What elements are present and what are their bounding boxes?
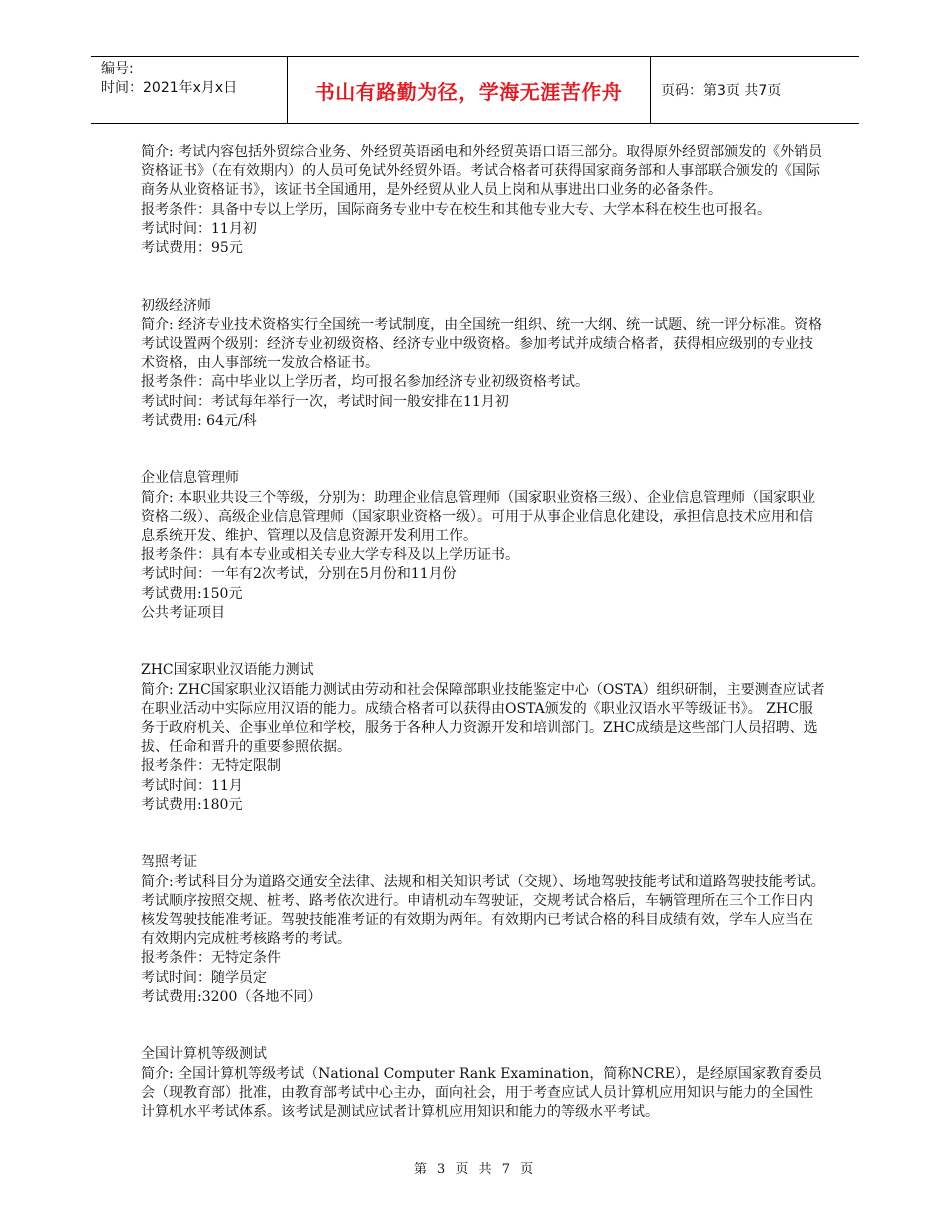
section-line: 初级经济师 <box>141 297 211 314</box>
header-meta <box>101 60 286 98</box>
section-line: 考试时间：随学员定 <box>141 969 267 986</box>
header-page-info: 页码：第3页 共7页 <box>661 83 782 99</box>
section-line: 简介: ZHC国家职业汉语能力测试由劳动和社会保障部职业技能鉴定中心（OSTA）组织研制，主要测查应试者在职业活动中实际应用汉语的能力。成绩合格者可以获得由OSTA颁发的《职业汉语水平等级证书》。 ZHC服务于政府机关、企事业单位和学校，服务于各种人力资源开发和培训部门。ZHC成绩是这些部门人员招聘、选拔、任命和晋升的重要参照依据。 <box>141 681 825 756</box>
section-line: 报考条件：无特定限制 <box>141 758 281 775</box>
section-line: 全国计算机等级测试 <box>141 1046 267 1063</box>
page-footer: 第 3 页 共 7 页 <box>413 1162 537 1177</box>
section-line: 报考条件：具有本专业或相关专业大学专科及以上学历证书。 <box>141 547 519 564</box>
exam-section <box>141 853 825 1007</box>
section-line: 简介: 全国计算机等级考试（National Computer Rank Examination，简称NCRE），是经原国家教育委员会（现教育部）批准，由教育部考试中心主办，面向社会，用于考查应试人员计算机应用知识与能力的全国性计算机水平考试体系。该考试是测试应试者计算机应用知识和能力的等级水平考试。 <box>141 1065 823 1121</box>
section-line: 简介:考试科目分为道路交通安全法律、法规和相关知识考试（交规）、场地驾驶技能考试和道路驾驶技能考试。考试顺序按照交规、桩考、路考依次进行。申请机动车驾驶证，交规考试合格后，车辆管理所在三个工作日内核发驾驶技能准考证。驾驶技能准考证的有效期为两年。有效期内已考试合格的科目成绩有效，学车人应当在有效期内完成桩考核路考的考试。 <box>141 873 825 948</box>
page-header <box>91 56 859 124</box>
section-line: 考试时间：11月初 <box>141 220 257 237</box>
exam-section <box>141 297 825 431</box>
exam-section <box>141 1045 825 1122</box>
header-motto: 书山有路勤为径，学海无涯苦作舟 <box>314 79 623 104</box>
section-line: 考试费用:150元 <box>141 585 243 602</box>
section-line: 考试费用: 64元/科 <box>141 412 257 429</box>
section-line: 考试费用:3200（各地不同） <box>141 988 322 1005</box>
section-line: 考试时间：一年有2次考试，分别在5月份和11月份 <box>141 566 457 583</box>
document-date: 时间：2021年x月x日 <box>101 80 238 96</box>
section-line: 考试费用:180元 <box>141 796 243 813</box>
section-line: 报考条件：无特定条件 <box>141 950 281 967</box>
section-line: 简介: 考试内容包括外贸综合业务、外经贸英语函电和外经贸英语口语三部分。取得原外经贸部颁发的《外销员资格证书》（在有效期内）的人员可免试外经贸外语。考试合格者可获得国家商务部和人事部联合颁发的《国际商务从业资格证书》，该证书全国通用，是外经贸从业人员上岗和从事进出口业务的必备条件。 <box>141 144 823 199</box>
section-line: 公共考证项目 <box>141 604 225 621</box>
section-line: 简介: 经济专业技术资格实行全国统一考试制度，由全国统一组织、统一大纲、统一试题、统一评分标准。资格考试设置两个级别：经济专业初级资格、经济专业中级资格。参加考试并成绩合格者，获得相应级别的专业技术资格，由人事部统一发放合格证书。 <box>141 316 823 372</box>
exam-section <box>141 661 825 815</box>
section-line: 简介: 本职业共设三个等级，分别为：助理企业信息管理师（国家职业资格三级）、企业信息管理师（国家职业资格二级）、高级企业信息管理师（国家职业资格一级）。可用于从事企业信息化建设，承担信息技术应用和信息系统开发、维护、管理以及信息资源开发利用工作。 <box>141 489 816 545</box>
section-line: ZHC国家职业汉语能力测试 <box>141 662 314 679</box>
exam-section <box>141 469 825 623</box>
section-line: 报考条件：具备中专以上学历，国际商务专业中专在校生和其他专业大专、大学本科在校生也可报名。 <box>141 201 771 218</box>
section-line: 驾照考证 <box>141 854 197 871</box>
document-body <box>141 143 825 1122</box>
section-line: 考试费用：95元 <box>141 240 243 257</box>
exam-section <box>141 143 825 258</box>
section-line: 考试时间：11月 <box>141 777 243 794</box>
header-divider-right <box>650 57 651 123</box>
section-line: 考试时间：考试每年举行一次，考试时间一般安排在11月初 <box>141 393 509 410</box>
document-number-label: 编号: <box>101 61 134 77</box>
section-line: 企业信息管理师 <box>141 470 239 487</box>
section-line: 报考条件：高中毕业以上学历者，均可报名参加经济专业初级资格考试。 <box>141 374 589 391</box>
